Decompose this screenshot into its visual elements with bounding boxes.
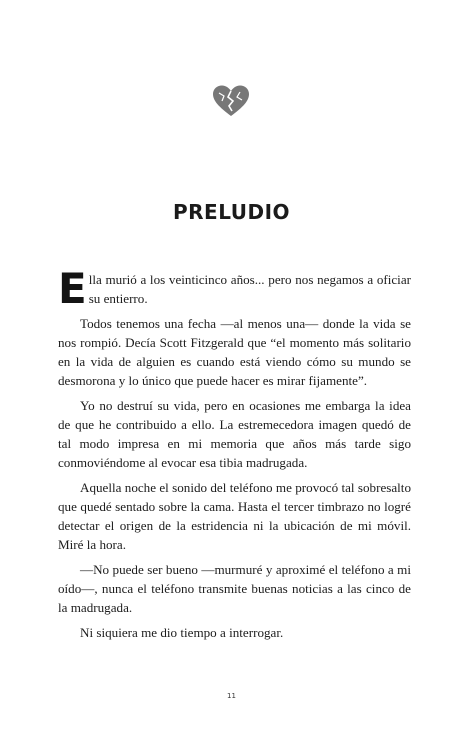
paragraph: Ni siquiera me dio tiempo a interrogar. [80,625,284,640]
paragraph-text: lla murió a los veinticinco años... pero nos negamos a oficiar su entierro. [88,272,411,306]
broken-heart-icon [211,84,251,118]
paragraph: Yo no destruí su vida, pero en ocasiones me embarga la idea de que he contribuido a ello. La estremecedora imagen quedó de tal modo impresa en mi memoria que años más tarde sigo conmoviéndome al evocar esa tibia madrugada. [58,398,411,470]
paragraph: Todos tenemos una fecha —al menos una— donde la vida se nos rompió. Decía Scott Fitzgerald que “el momento más solitario en la vida de alguien es cuando está viendo cómo su mundo se desmorona y lo único que puede hacer es mirar fijamente”. [58,316,411,388]
paragraph [58,264,411,313]
chapter-title: PRELUDIO [172,200,291,224]
drop-cap: E [58,264,87,313]
page-number: 11 [227,692,236,700]
paragraph: Aquella noche el sonido del teléfono me provocó tal sobresalto que quedé sentado sobre la cama. Hasta el tercer timbrazo no logré detectar el origen de la estridencia ni la ubicación de mi móvil. Miré la hora. [58,480,411,552]
chapter-body [58,264,411,648]
paragraph: —No puede ser bueno —murmuré y aproximé el teléfono a mi oído—, nunca el teléfono transmite buenas noticias a las cinco de la madrugada. [58,562,411,615]
